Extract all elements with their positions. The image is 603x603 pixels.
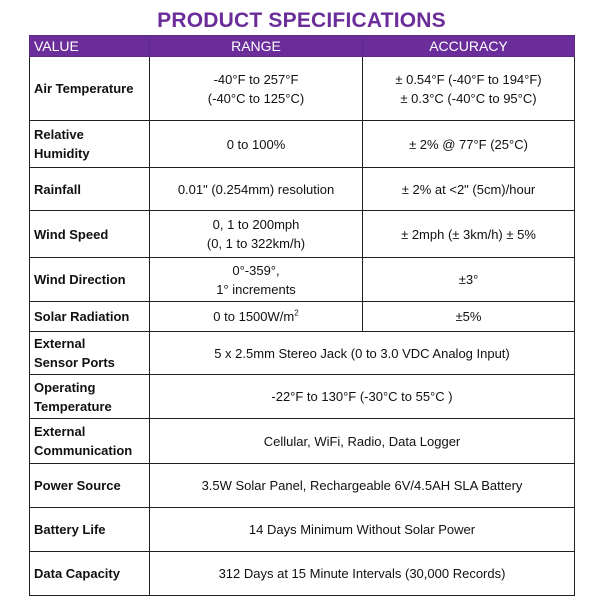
spec-table [29, 35, 575, 596]
row-label: Data Capacity [30, 552, 150, 596]
accuracy-cell: ± 2% at <2" (5cm)/hour [363, 168, 575, 211]
row-label-line: Temperature [34, 398, 112, 414]
range-line: -40°F to 257°F [213, 71, 299, 87]
range-text: 0 to 1500W/m [213, 309, 295, 324]
header-range: RANGE [150, 36, 363, 57]
table-row [30, 552, 575, 596]
accuracy-cell: ± 2mph (± 3km/h) ± 5% [363, 211, 575, 258]
range-cell [150, 57, 363, 121]
range-cell: 0 to 100% [150, 121, 363, 168]
row-label: Power Source [30, 464, 150, 508]
row-label-line: External [34, 424, 86, 439]
table-row [30, 375, 575, 419]
accuracy-cell [363, 57, 575, 121]
spanning-cell: -22°F to 130°F (-30°C to 55°C ) [150, 375, 575, 419]
row-label-line: Relative [34, 127, 84, 142]
accuracy-line: ± 0.54°F (-40°F to 194°F) [395, 71, 542, 87]
row-label [30, 419, 150, 464]
row-label-line: Communication [34, 443, 133, 458]
table-row [30, 302, 575, 332]
spanning-cell: 3.5W Solar Panel, Rechargeable 6V/4.5AH SLA Battery [150, 464, 575, 508]
range-cell [150, 258, 363, 302]
spanning-cell: 312 Days at 15 Minute Intervals (30,000 Records) [150, 552, 575, 596]
spanning-cell: 14 Days Minimum Without Solar Power [150, 508, 575, 552]
row-label: Air Temperature [30, 57, 150, 121]
row-label-line: Operating [34, 379, 96, 395]
row-label [30, 332, 150, 375]
table-row [30, 121, 575, 168]
range-cell [150, 211, 363, 258]
row-label: Battery Life [30, 508, 150, 552]
range-cell: 0.01" (0.254mm) resolution [150, 168, 363, 211]
spanning-cell: 5 x 2.5mm Stereo Jack (0 to 3.0 VDC Analog Input) [150, 332, 575, 375]
range-cell [150, 302, 363, 332]
accuracy-line: ± 0.3°C (-40°C to 95°C) [400, 90, 537, 106]
table-row [30, 419, 575, 464]
row-label: Wind Direction [30, 258, 150, 302]
accuracy-cell: ±3° [363, 258, 575, 302]
header-accuracy: ACCURACY [363, 36, 575, 57]
range-line: 0, 1 to 200mph [212, 217, 300, 232]
row-label-line: Humidity [34, 146, 90, 161]
table-header-row [30, 36, 575, 57]
range-line: 0°-359°, [232, 262, 280, 278]
header-value: VALUE [30, 36, 150, 57]
spanning-cell: Cellular, WiFi, Radio, Data Logger [150, 419, 575, 464]
row-label: Solar Radiation [30, 302, 150, 332]
range-line: 1° increments [216, 281, 296, 297]
superscript: 2 [294, 308, 299, 318]
row-label [30, 375, 150, 419]
row-label: Rainfall [30, 168, 150, 211]
page-title: PRODUCT SPECIFICATIONS [157, 9, 446, 32]
row-label-line: External [34, 336, 86, 351]
row-label-line: Sensor Ports [34, 355, 115, 370]
table-row [30, 57, 575, 121]
table-row [30, 258, 575, 302]
range-line: (0, 1 to 322km/h) [206, 236, 306, 251]
table-row [30, 332, 575, 375]
accuracy-cell: ± 2% @ 77°F (25°C) [363, 121, 575, 168]
table-row [30, 168, 575, 211]
range-line: (-40°C to 125°C) [207, 90, 305, 106]
table-row [30, 508, 575, 552]
row-label [30, 121, 150, 168]
table-row [30, 211, 575, 258]
accuracy-cell: ±5% [363, 302, 575, 332]
table-row [30, 464, 575, 508]
row-label: Wind Speed [30, 211, 150, 258]
